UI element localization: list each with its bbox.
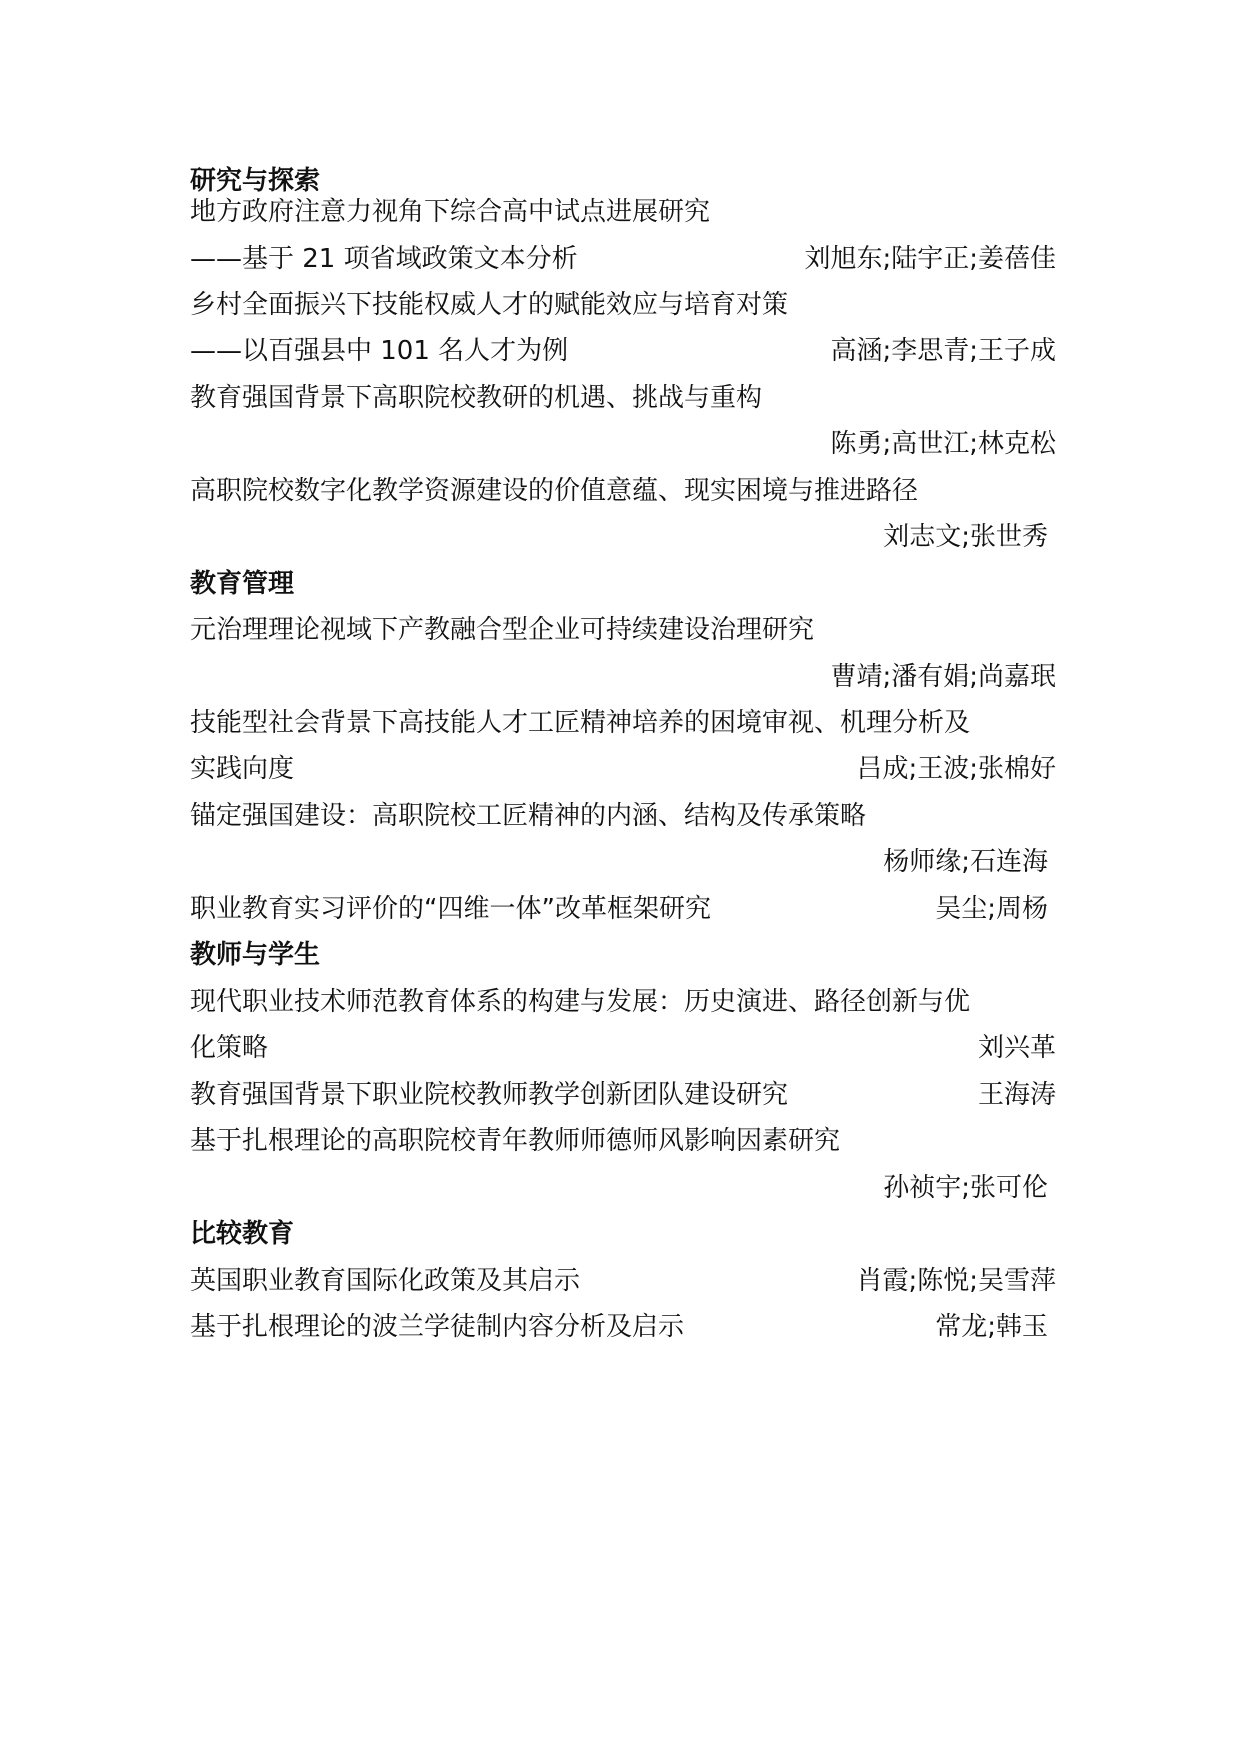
article-title-line2: 化策略 [190,1033,269,1063]
article-authors: 杨师缘;石连海 [883,847,1048,877]
article-title-line2: 实践向度 [190,754,295,784]
article-row [190,1069,1056,1121]
article-title: 教育强国背景下高职院校教研的机遇、挑战与重构 [190,383,763,413]
article-authors: 曹靖;潘有娟;尚嘉珉 [830,662,1056,692]
article-row [190,1255,1056,1307]
article-title: 地方政府注意力视角下综合高中试点进展研究 [190,197,711,227]
article-title-row [190,743,1056,795]
article-title: 基于扎根理论的高职院校青年教师师德师风影响因素研究 [190,1126,841,1156]
article-title: 乡村全面振兴下技能权威人才的赋能效应与培育对策 [190,290,789,320]
article-authors: 肖霞;陈悦;吴雪萍 [856,1266,1056,1296]
article-title: 基于扎根理论的波兰学徒制内容分析及启示 [190,1312,685,1342]
article-authors: 王海涛 [977,1080,1056,1110]
article-title: 英国职业教育国际化政策及其启示 [190,1266,581,1296]
article-title: 元治理理论视域下产教融合型企业可持续建设治理研究 [190,615,815,645]
article-authors: 刘旭东;陆宇正;姜蓓佳 [804,244,1056,274]
article-title: 教育强国背景下职业院校教师教学创新团队建设研究 [190,1080,789,1110]
section-heading: 比较教育 [190,1219,295,1249]
article-title: 锚定强国建设：高职院校工匠精神的内涵、结构及传承策略 [190,801,867,831]
article-authors: 刘志文;张世秀 [883,522,1048,552]
article-authors: 常龙;韩玉 [935,1312,1048,1342]
article-row [190,1301,1056,1353]
article-row [190,883,1056,935]
article-title: 职业教育实习评价的“四维一体”改革框架研究 [190,894,711,924]
article-authors: 吴尘;周杨 [935,894,1048,924]
article-title: 高职院校数字化教学资源建设的价值意蕴、现实困境与推进路径 [190,476,919,506]
article-title-row [190,1022,1056,1074]
article-subtitle: ——以百强县中 101 名人才为例 [190,336,569,366]
article-authors: 高涵;李思青;王子成 [830,336,1056,366]
article-title-line1: 技能型社会背景下高技能人才工匠精神培养的困境审视、机理分析及 [190,708,971,738]
section-heading: 研究与探索 [190,166,321,196]
section-heading: 教育管理 [190,569,295,599]
article-subtitle-row [190,233,1056,285]
article-authors: 陈勇;高世江;林克松 [830,429,1056,459]
article-authors: 刘兴革 [977,1033,1056,1063]
section-heading: 教师与学生 [190,940,321,970]
article-authors: 吕成;王波;张棉好 [856,754,1056,784]
article-subtitle: ——基于 21 项省域政策文本分析 [190,244,578,274]
article-title-line1: 现代职业技术师范教育体系的构建与发展：历史演进、路径创新与优 [190,987,971,1017]
article-authors: 孙祯宇;张可伦 [883,1173,1048,1203]
article-subtitle-row [190,325,1056,377]
